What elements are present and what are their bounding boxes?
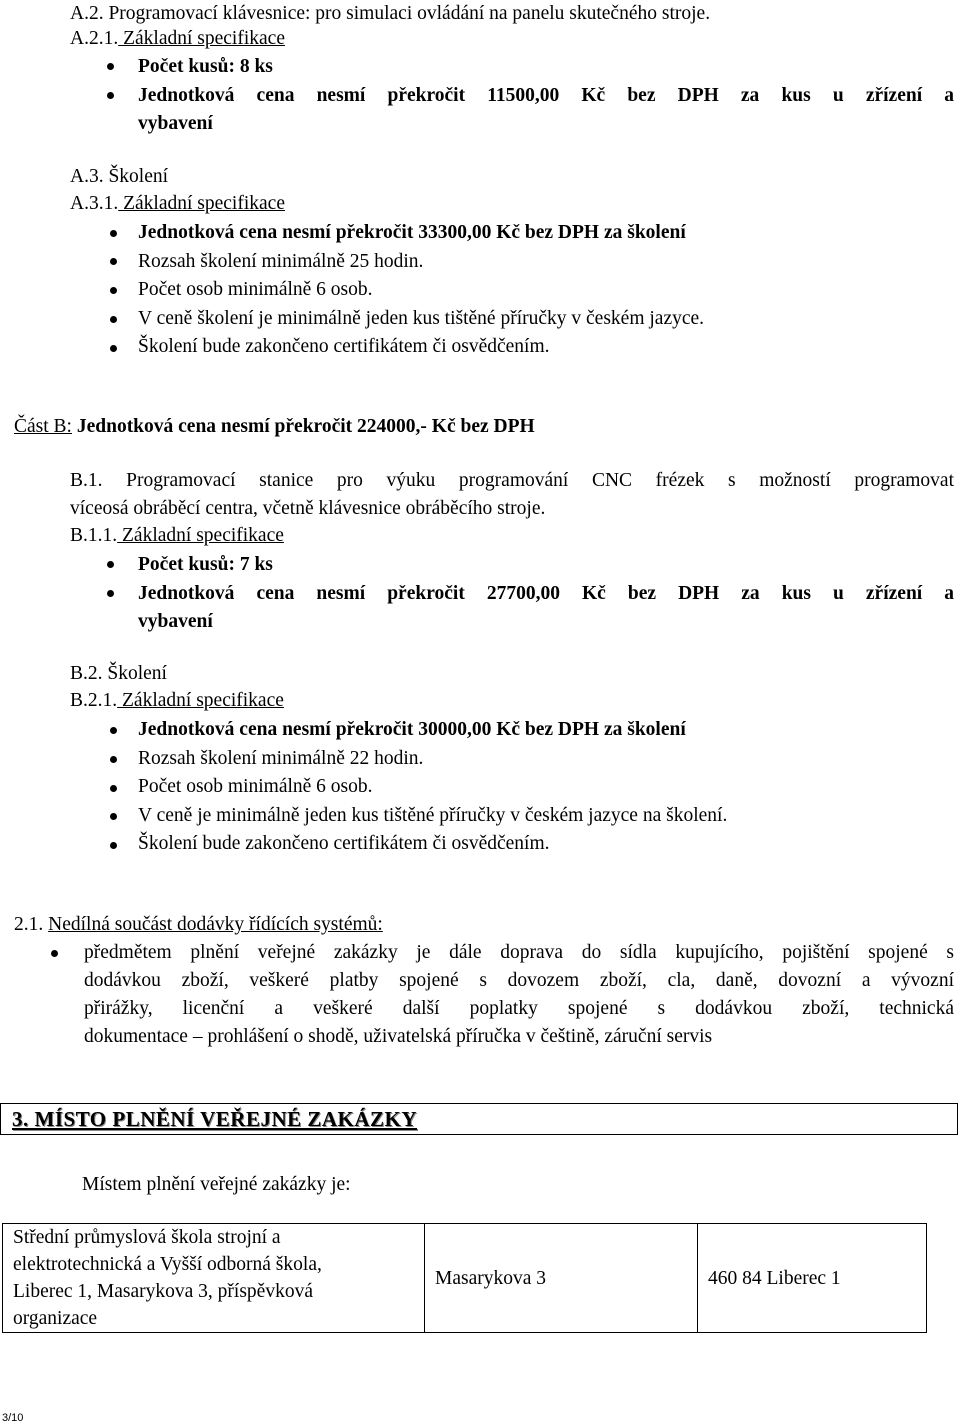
b2-subheading [70, 689, 284, 713]
a2-item-count: Počet kusů: 8 ks [138, 56, 273, 77]
table-row [3, 1224, 927, 1333]
address-street: Masarykova 3 [425, 1224, 698, 1333]
b1-item-count: Počet kusů: 7 ks [138, 554, 273, 575]
page-number: 3/10 [2, 1412, 24, 1424]
bullet-icon [110, 258, 117, 265]
address-table [2, 1223, 927, 1333]
bullet-icon [110, 727, 117, 734]
b2-item-price: Jednotková cena nesmí překročit 30000,00 Kč bez DPH za školení [138, 719, 686, 740]
bullet-icon [107, 561, 114, 568]
bullet-icon [110, 842, 117, 849]
b1-heading: B.1. Programovací stanice pro výuku programování CNC frézek s možností programovat víceosá obráběcí centra, včetně klávesnice obráběcího stroje. [70, 470, 954, 519]
bullet-icon [107, 63, 114, 70]
bullet-icon [51, 950, 58, 957]
s21-paragraph: předmětem plnění veřejné zakázky je dále doprava do sídla kupujícího, pojištění spojené s dodávkou zboží, veškeré platby spojené s dovozem zboží, cla, daně, dovozní a vývozní přirážky, licenční a veškeré další poplatky spojené s dodávkou zboží, technická dokumentace – prohlášení o shodě, uživatelská příručka v češtině, záruční servis [84, 942, 954, 1047]
section-3-intro: Místem plnění veřejné zakázky je: [82, 1174, 351, 1195]
a3-sub-number: A.3.1. [70, 193, 119, 214]
address-school-name: Střední průmyslová škola strojní a elektrotechnická a Vyšší odborná škola, Liberec 1, Masarykova 3, příspěvková organizace [3, 1224, 425, 1333]
a3-item-price: Jednotková cena nesmí překročit 33300,00 Kč bez DPH za školení [138, 222, 686, 243]
bullet-icon [110, 287, 117, 294]
part-b-label: Část B: [14, 416, 72, 437]
b2-item-persons: Počet osob minimálně 6 osob. [138, 776, 373, 797]
a3-subheading [70, 192, 285, 216]
part-b-heading [14, 415, 535, 439]
bullet-icon [110, 813, 117, 820]
bullet-icon [107, 590, 114, 597]
b1-sub-title: Základní specifikace [117, 525, 284, 546]
b2-item-manual: V ceně je minimálně jeden kus tištěné příručky v českém jazyce na školení. [138, 805, 728, 826]
b1-item-price: Jednotková cena nesmí překročit 27700,00 Kč bez DPH za kus u zřízení a vybavení [138, 583, 954, 632]
s21-title: Nedílná součást dodávky řídících systémů: [48, 914, 383, 935]
a3-heading: A.3. Školení [70, 166, 169, 187]
bullet-icon [110, 230, 117, 237]
s21-number: 2.1. [14, 914, 49, 935]
b2-item-hours: Rozsah školení minimálně 22 hodin. [138, 748, 424, 769]
bullet-icon [110, 785, 117, 792]
bullet-icon [107, 92, 114, 99]
a2-subheading [70, 27, 285, 51]
b2-heading: B.2. Školení [70, 663, 167, 684]
a3-item-manual: V ceně školení je minimálně jeden kus tištěné příručky v českém jazyce. [138, 308, 705, 329]
a3-sub-title: Základní specifikace [118, 193, 285, 214]
address-city: 460 84 Liberec 1 [698, 1224, 927, 1333]
a3-item-hours: Rozsah školení minimálně 25 hodin. [138, 251, 424, 272]
a3-item-persons: Počet osob minimálně 6 osob. [138, 279, 373, 300]
b2-item-certificate: Školení bude zakončeno certifikátem či osvědčením. [138, 833, 550, 854]
bullet-icon [110, 756, 117, 763]
a2-sub-number: A.2.1. [70, 28, 119, 49]
part-b-price-limit: Jednotková cena nesmí překročit 224000,- Kč bez DPH [71, 416, 535, 437]
b1-subheading [70, 524, 284, 548]
bullet-icon [110, 316, 117, 323]
a3-item-certificate: Školení bude zakončeno certifikátem či osvědčením. [138, 336, 550, 357]
b2-sub-number: B.2.1. [70, 690, 118, 711]
b2-sub-title: Základní specifikace [117, 690, 284, 711]
a2-item-price: Jednotková cena nesmí překročit 11500,00 Kč bez DPH za kus u zřízení a vybavení [138, 85, 954, 134]
s21-heading [14, 913, 383, 937]
section-3-title: 3. MÍSTO PLNĚNÍ VEŘEJNÉ ZAKÁZKY [12, 1107, 418, 1131]
b1-sub-number: B.1.1. [70, 525, 118, 546]
a2-sub-title: Základní specifikace [118, 28, 285, 49]
a2-heading: A.2. Programovací klávesnice: pro simulaci ovládání na panelu skutečného stroje. [70, 3, 711, 24]
bullet-icon [110, 345, 117, 352]
